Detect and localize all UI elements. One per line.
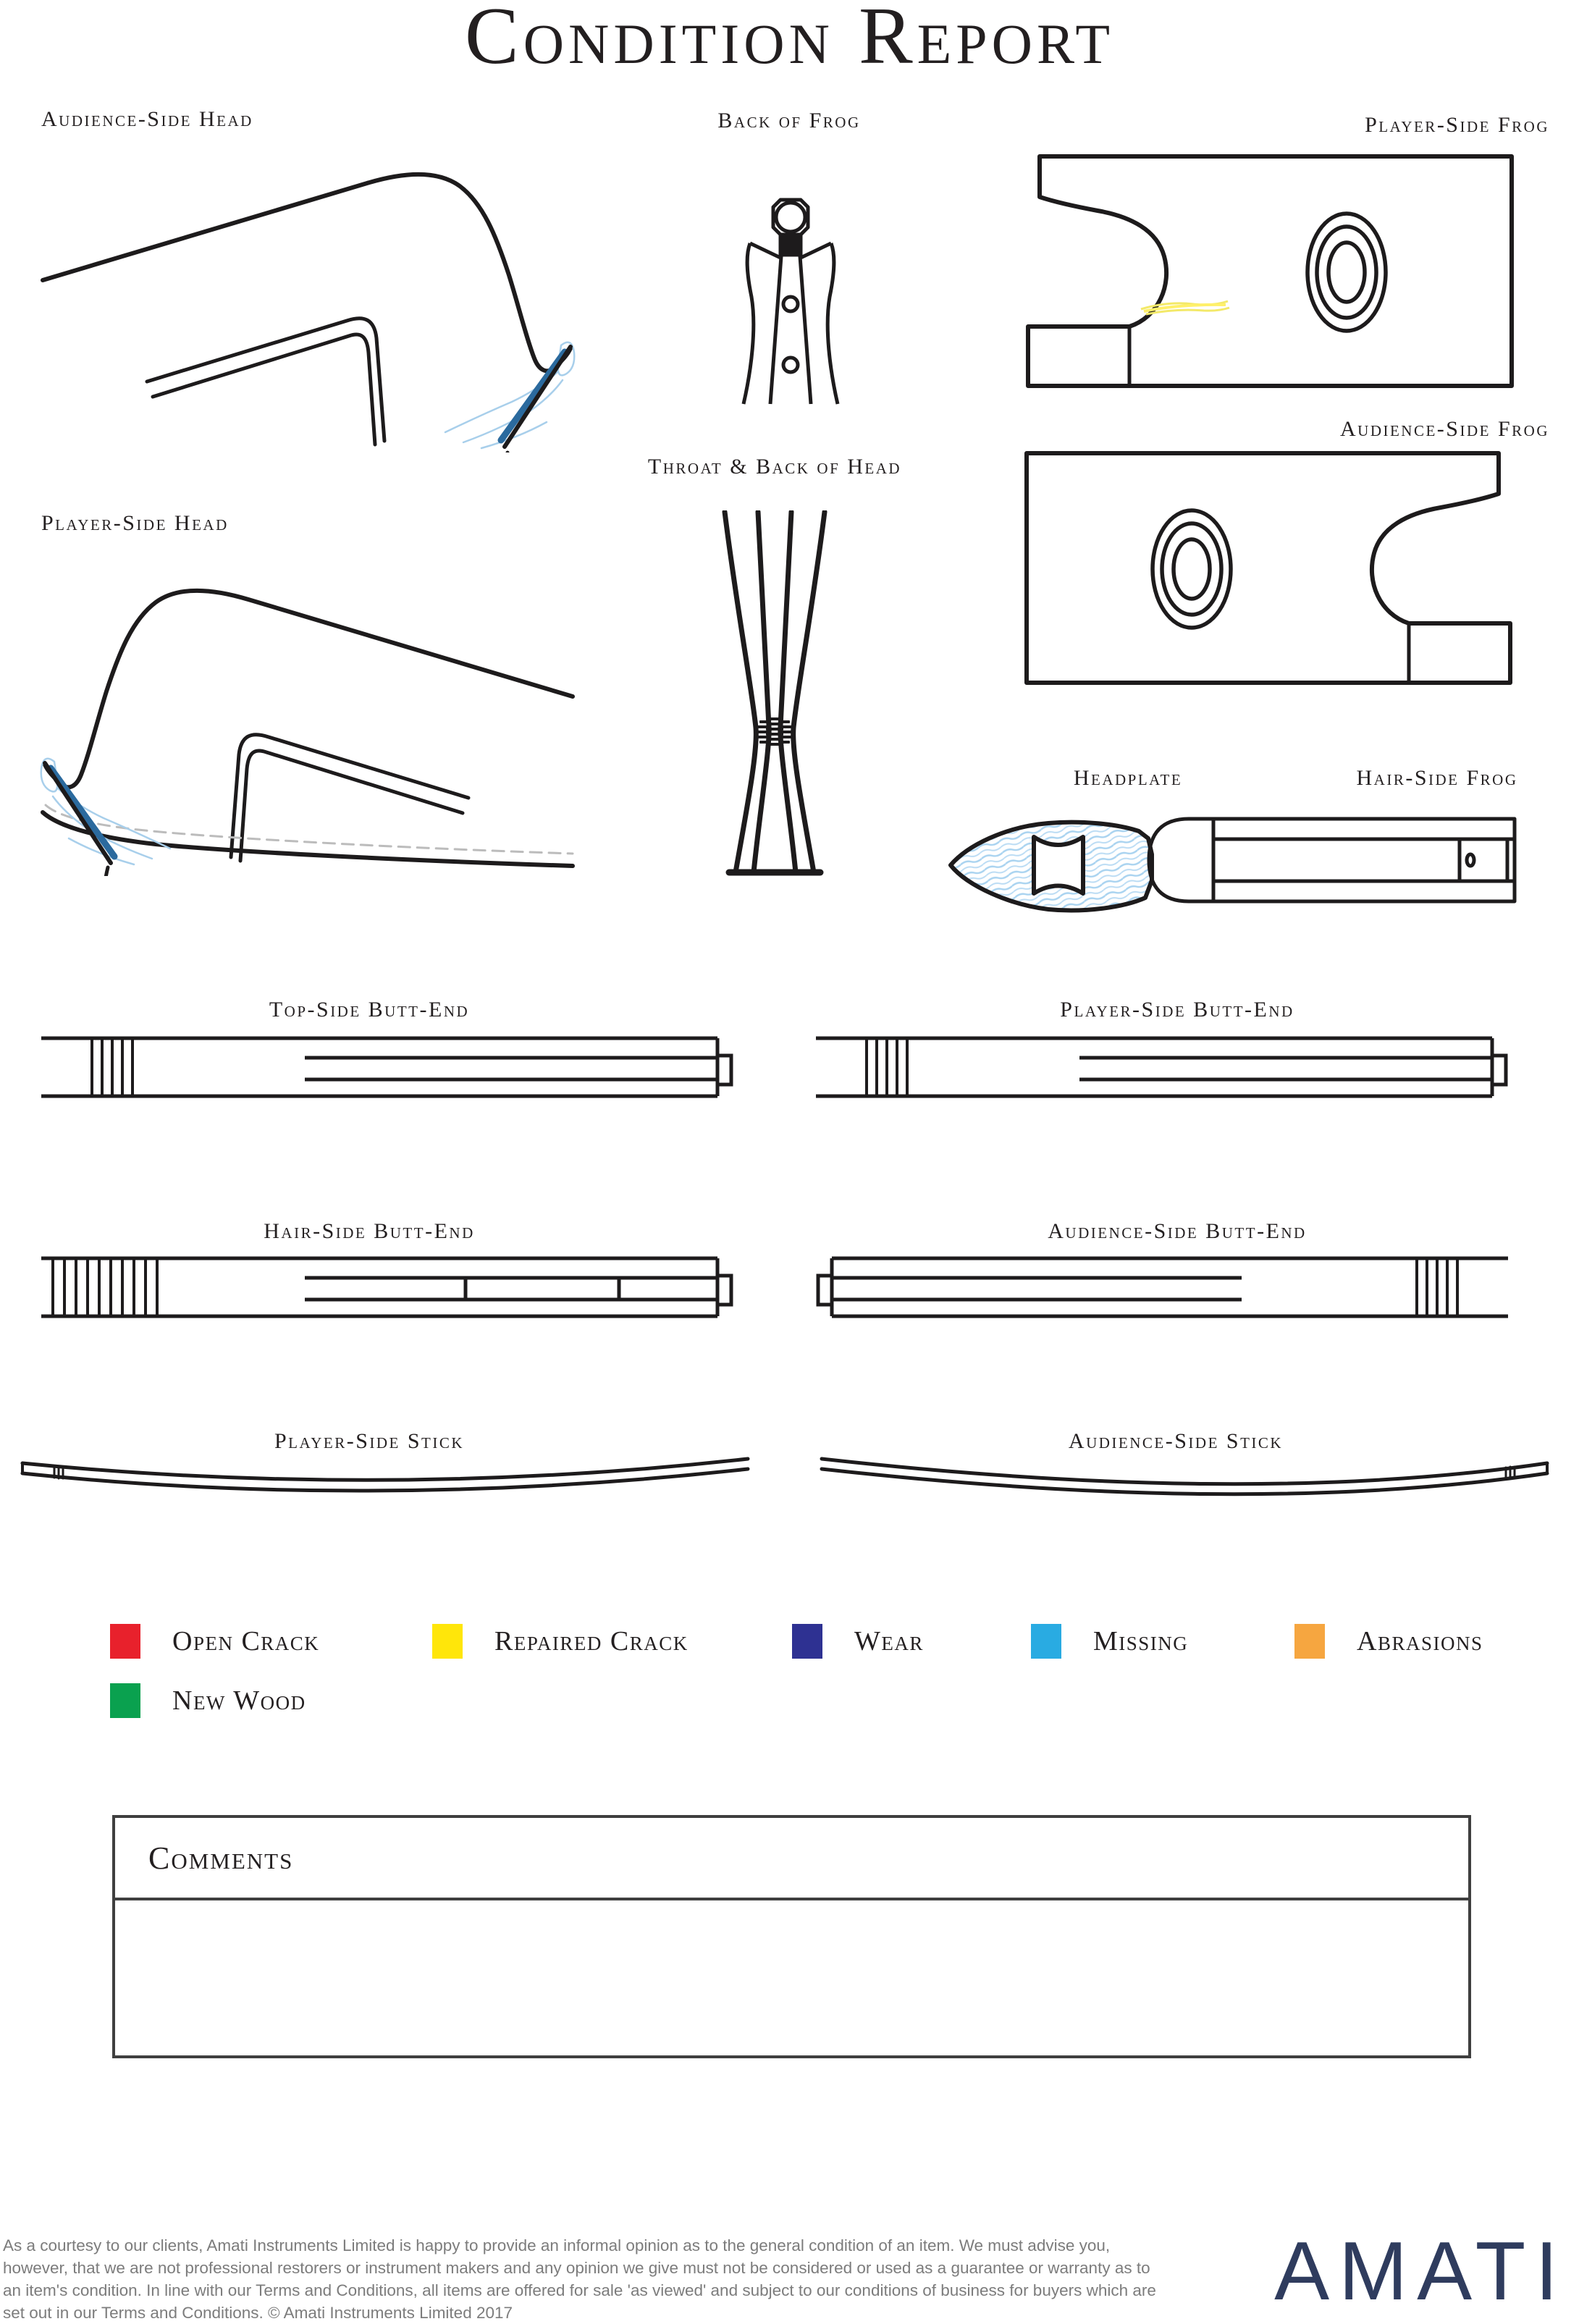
audience-side-head-diagram xyxy=(40,141,576,452)
amati-logo: AMATI xyxy=(1274,2226,1567,2317)
wear-swatch xyxy=(792,1624,822,1659)
label-player-side-frog: Player-Side Frog xyxy=(1365,113,1549,137)
open-crack-swatch xyxy=(110,1624,140,1659)
legend-item-open-crack xyxy=(110,1624,319,1659)
label-throat-back-of-head: Throat & Back of Head xyxy=(647,455,902,479)
lapping-hatch xyxy=(1417,1258,1457,1316)
throat-hatch-marks xyxy=(757,717,793,746)
legend-item-missing xyxy=(1031,1624,1188,1659)
label-audience-side-frog: Audience-Side Frog xyxy=(1339,417,1549,441)
top-side-butt-end-diagram xyxy=(40,1034,735,1100)
wear-mark xyxy=(51,768,114,856)
legend-item-repaired-crack xyxy=(432,1624,689,1659)
legend-label: Repaired Crack xyxy=(494,1626,689,1656)
label-player-side-head: Player-Side Head xyxy=(41,511,229,535)
comments-box xyxy=(112,1815,1471,2058)
label-back-of-frog: Back of Frog xyxy=(717,109,861,132)
audience-side-butt-end-diagram xyxy=(814,1254,1509,1321)
player-side-butt-end-diagram xyxy=(814,1034,1509,1100)
new-wood-swatch xyxy=(110,1683,140,1718)
audience-side-stick-diagram xyxy=(817,1454,1551,1504)
label-audience-side-butt-end: Audience-Side Butt-End xyxy=(1048,1219,1307,1243)
frog-eye xyxy=(1308,214,1386,331)
player-side-frog-diagram xyxy=(1019,151,1519,397)
frog-eye xyxy=(1153,510,1231,628)
legend-item-new-wood xyxy=(110,1683,306,1718)
button xyxy=(818,1276,832,1305)
legend-label: New Wood xyxy=(172,1685,306,1716)
legend-label: Open Crack xyxy=(172,1626,320,1656)
label-hair-side-frog: Hair-Side Frog xyxy=(1356,766,1518,790)
player-side-head-diagram xyxy=(36,557,579,876)
player-side-stick-diagram xyxy=(18,1454,753,1504)
label-top-side-butt-end: Top-Side Butt-End xyxy=(269,998,470,1022)
label-audience-side-head: Audience-Side Head xyxy=(41,107,253,131)
audience-side-frog-diagram xyxy=(1019,447,1519,694)
headplate-diagram xyxy=(947,817,1171,918)
footer-disclaimer: As a courtesy to our clients, Amati Instruments Limited is happy to provide an informal opinion as to the general condition of an item. We must advise you, however, that we are not professional restorers or instrument makers and any opinion we give must not be considered or used as a guarantee or warranty as to an item's condition. In line with our Terms and Conditions, all items are offered for sale 'as viewed' and subject to our conditions of business for buyers which are set out in our Terms and Conditions. © Amati Instruments Limited 2017 xyxy=(3,2236,1156,2322)
back-of-frog-diagram xyxy=(740,190,841,407)
hair-side-butt-end-diagram xyxy=(40,1254,735,1321)
throat-back-of-head-diagram xyxy=(713,510,836,876)
abrasions-swatch xyxy=(1294,1624,1325,1659)
hair-side-frog-diagram xyxy=(1142,815,1519,905)
button xyxy=(717,1056,731,1085)
comments-header xyxy=(115,1818,1468,1900)
missing-swatch xyxy=(1031,1624,1061,1659)
lapping-hatch xyxy=(867,1038,907,1096)
page-title: Condition Report xyxy=(465,0,1114,81)
legend-label: Abrasions xyxy=(1357,1626,1483,1656)
comments-input-area[interactable] xyxy=(115,1900,1468,2055)
lapping-hatch xyxy=(92,1038,132,1096)
label-headplate: Headplate xyxy=(1073,766,1183,790)
button xyxy=(717,1276,731,1305)
label-player-side-butt-end: Player-Side Butt-End xyxy=(1060,998,1294,1022)
lapping-hatch xyxy=(53,1258,157,1316)
label-player-side-stick: Player-Side Stick xyxy=(274,1429,465,1453)
label-audience-side-stick: Audience-Side Stick xyxy=(1068,1429,1284,1453)
legend-item-abrasions xyxy=(1294,1624,1483,1659)
repaired-crack-swatch xyxy=(432,1624,463,1659)
button xyxy=(1492,1056,1506,1085)
legend-item-wear xyxy=(792,1624,924,1659)
label-hair-side-butt-end: Hair-Side Butt-End xyxy=(264,1219,475,1243)
wear-mark xyxy=(501,352,565,440)
comments-label: Comments xyxy=(148,1840,294,1876)
legend-label: Wear xyxy=(854,1626,924,1656)
stick-centerline xyxy=(46,805,573,854)
legend-label: Missing xyxy=(1093,1626,1189,1656)
